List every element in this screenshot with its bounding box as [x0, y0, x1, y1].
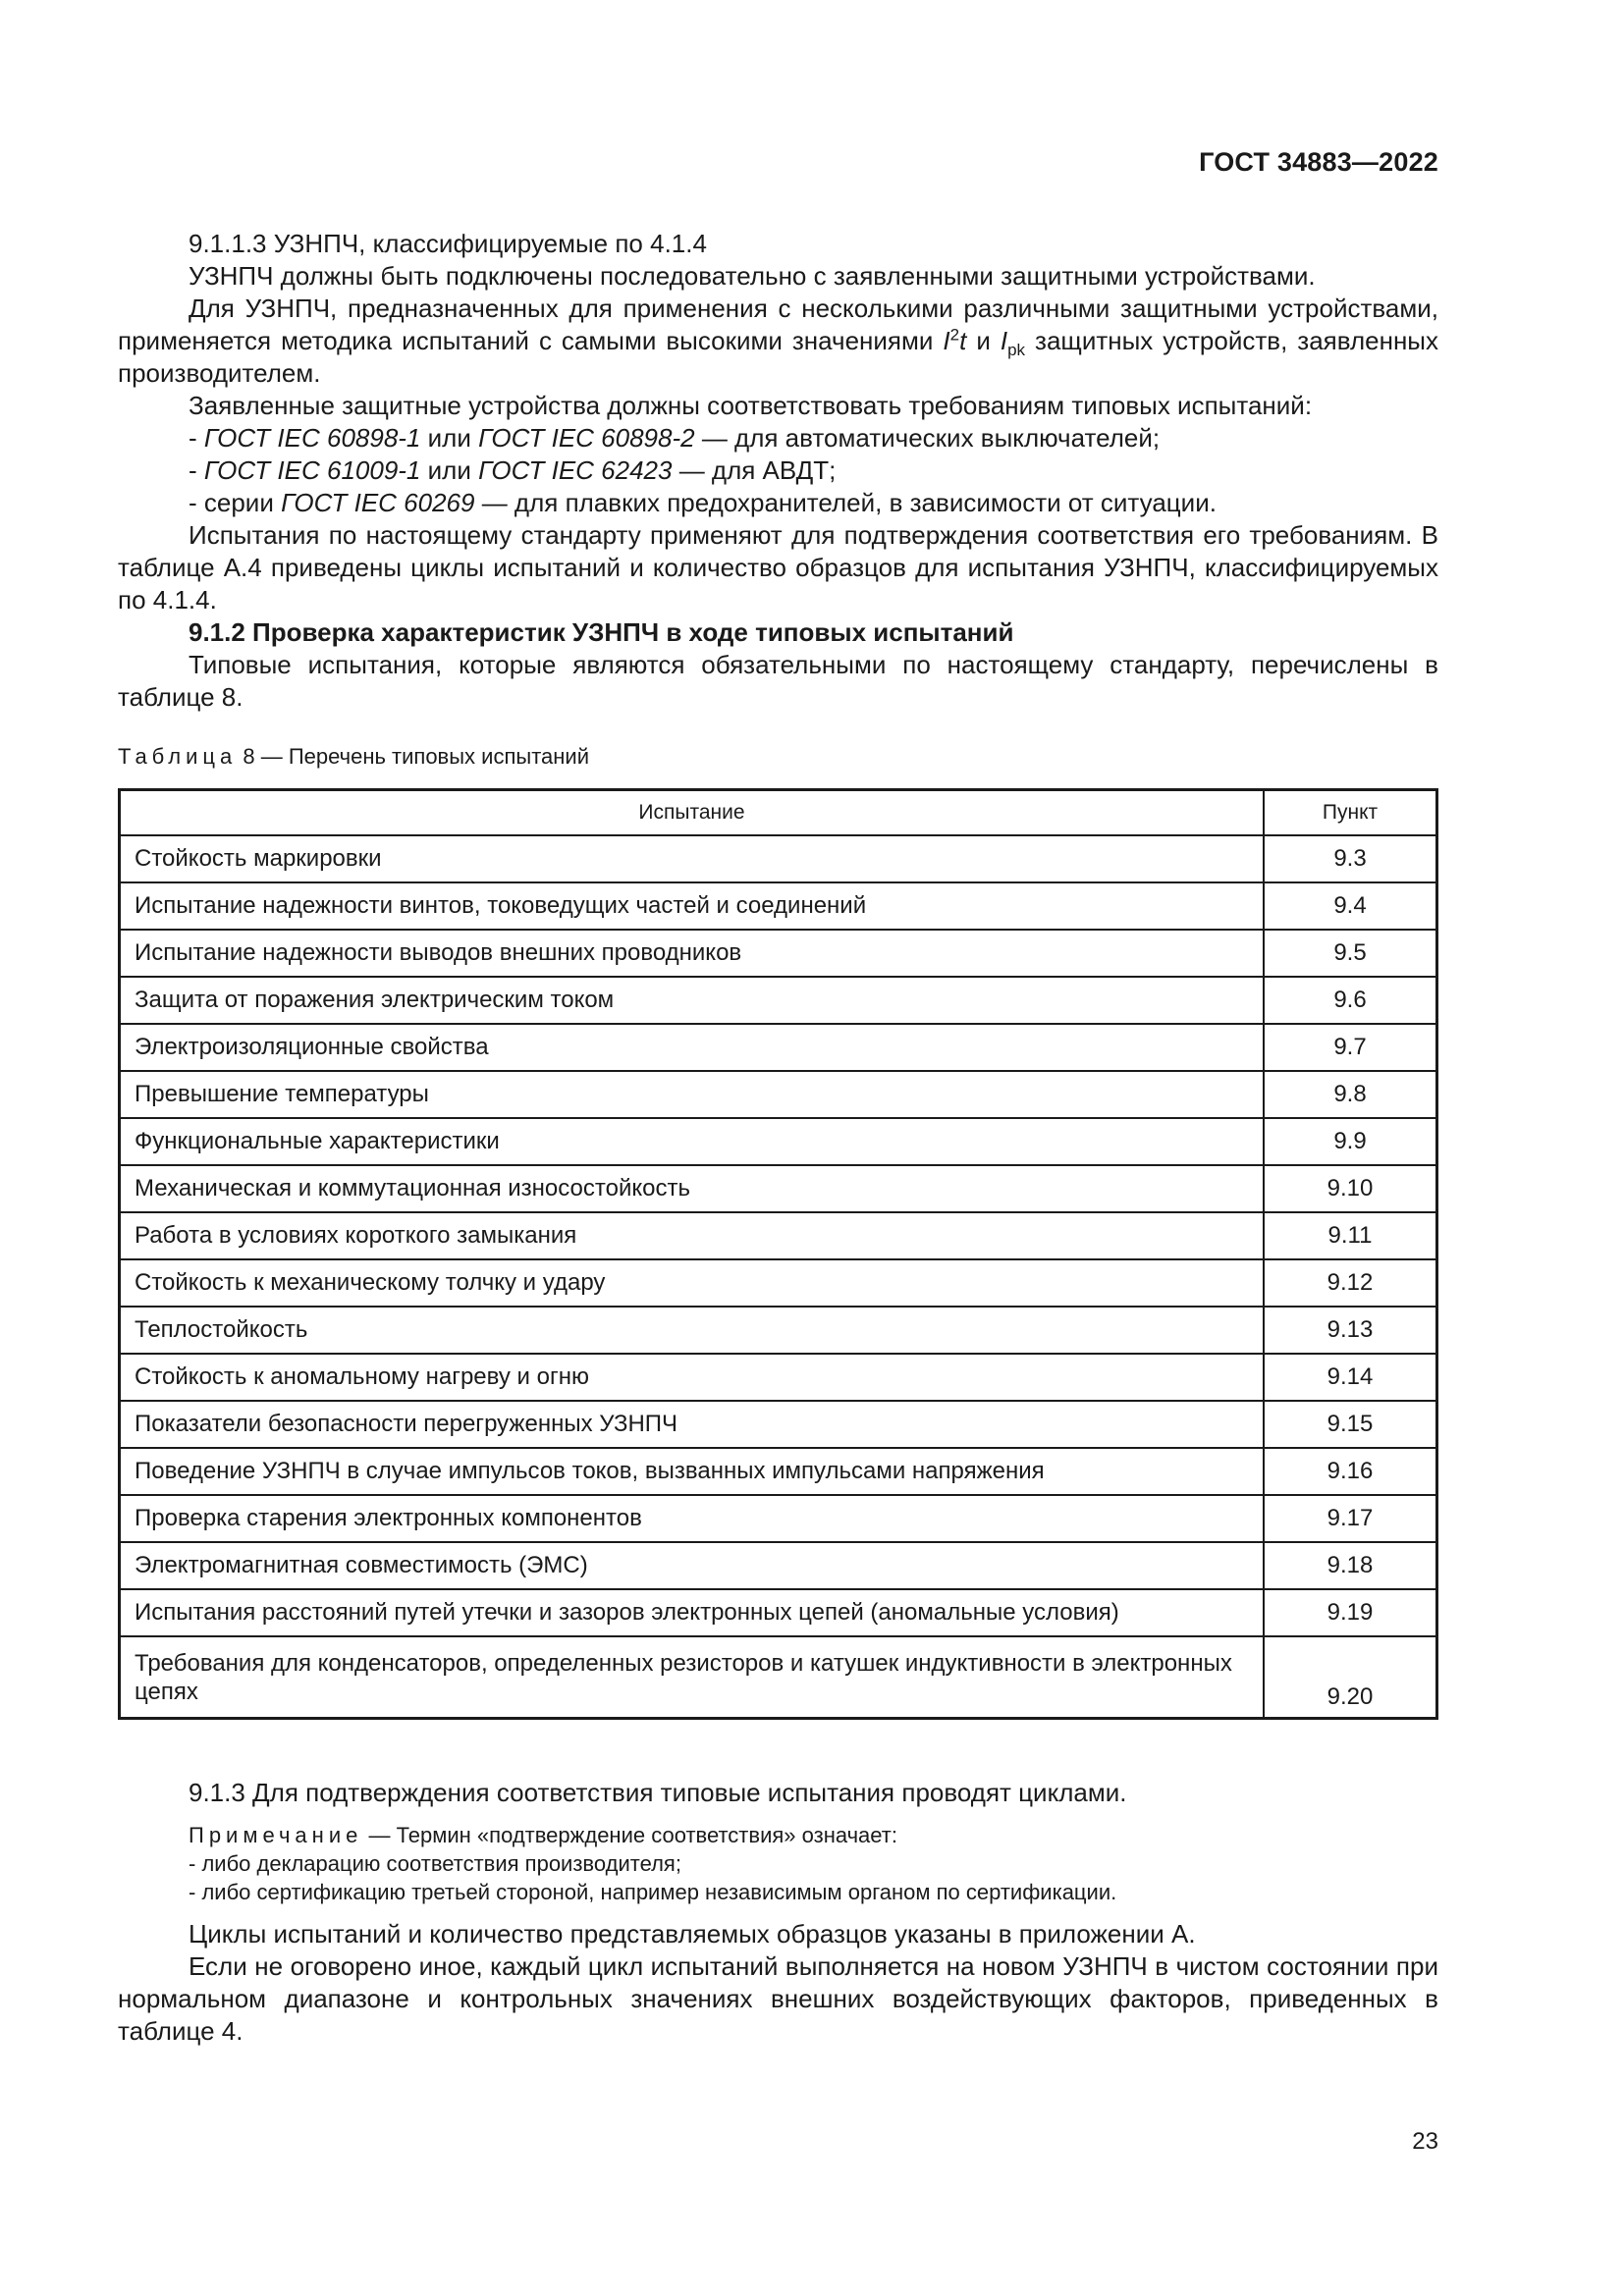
standard-ref: ГОСТ IEC 60898-2 [478, 423, 695, 453]
test-name-cell: Испытания расстояний путей утечки и зазоров электронных цепей (аномальные условия) [120, 1589, 1265, 1636]
column-header-test: Испытание [120, 790, 1265, 836]
test-name-cell: Стойкость маркировки [120, 835, 1265, 882]
test-name-cell: Испытание надежности винтов, токоведущих частей и соединений [120, 882, 1265, 930]
table-row [120, 977, 1437, 1024]
formula-t: t [959, 326, 967, 355]
test-name-cell: Электроизоляционные свойства [120, 1024, 1265, 1071]
standard-ref: ГОСТ IEC 62423 [478, 455, 673, 485]
list-item [118, 454, 1438, 487]
note-item: - либо сертификацию третьей стороной, например независимым органом по сертификации. [189, 1880, 1117, 1904]
formula-sub: pk [1007, 341, 1026, 360]
test-name-cell: Испытание надежности выводов внешних проводников [120, 930, 1265, 977]
list-dash: - [189, 423, 204, 453]
clause-cell: 9.7 [1264, 1024, 1437, 1071]
test-name-cell: Поведение УЗНПЧ в случае импульсов токов, вызванных импульсами напряжения [120, 1448, 1265, 1495]
text-run: Для УЗНПЧ, предназначенных для применения с несколькими различными защитными устройствами, применяется методика испытаний с самыми высокими значениями [118, 294, 1438, 355]
table-row [120, 1259, 1437, 1307]
clause-cell: 9.17 [1264, 1495, 1437, 1542]
clause-cell: 9.10 [1264, 1165, 1437, 1212]
table-row [120, 1307, 1437, 1354]
paragraph: УЗНПЧ должны быть подключены последовательно с заявленными защитными устройствами. [189, 261, 1316, 291]
formula-ipk: I [1000, 326, 1008, 355]
test-name-cell: Превышение температуры [120, 1071, 1265, 1118]
section-heading: 9.1.1.3 УЗНПЧ, классифицируемые по 4.1.4 [189, 229, 707, 258]
page-number: 23 [1412, 2128, 1438, 2155]
text-run: или [420, 455, 479, 485]
list-dash: - [189, 488, 204, 517]
clause-cell: 9.14 [1264, 1354, 1437, 1401]
clause-cell: 9.15 [1264, 1401, 1437, 1448]
clause-cell: 9.8 [1264, 1071, 1437, 1118]
standard-ref: ГОСТ IEC 60898-1 [203, 423, 421, 453]
test-name-cell: Показатели безопасности перегруженных УЗНПЧ [120, 1401, 1265, 1448]
table-header-row [120, 790, 1437, 836]
test-name-cell: Функциональные характеристики [120, 1118, 1265, 1165]
formula-sup: 2 [949, 325, 960, 345]
list-dash: - [189, 455, 204, 485]
table-row [120, 1401, 1437, 1448]
clause-cell: 9.13 [1264, 1307, 1437, 1354]
table-row [120, 930, 1437, 977]
text-run: и [966, 326, 1001, 355]
test-name-cell: Требования для конденсаторов, определенных резисторов и катушек индуктивности в электронных цепях [120, 1636, 1265, 1719]
table-row [120, 1024, 1437, 1071]
test-name-cell: Механическая и коммутационная износостойкость [120, 1165, 1265, 1212]
paragraph: Если не оговорено иное, каждый цикл испытаний выполняется на новом УЗНПЧ в чистом состоянии при нормальном диапазоне и контрольных значениях внешних воздействующих факторов, приведенных в таблице 4. [118, 1951, 1438, 2046]
note-text: — Термин «подтверждение соответствия» означает: [362, 1823, 897, 1847]
document-code: ГОСТ 34883—2022 [1199, 147, 1438, 177]
clause-cell: 9.12 [1264, 1259, 1437, 1307]
table-row [120, 1589, 1437, 1636]
clause-cell: 9.3 [1264, 835, 1437, 882]
table-row [120, 1212, 1437, 1259]
table-row [120, 1118, 1437, 1165]
text-run: серии [203, 488, 282, 517]
test-name-cell: Работа в условиях короткого замыкания [120, 1212, 1265, 1259]
clause-cell: 9.19 [1264, 1589, 1437, 1636]
test-name-cell: Стойкость к аномальному нагреву и огню [120, 1354, 1265, 1401]
clause-cell: 9.16 [1264, 1448, 1437, 1495]
section-9-1-3 [118, 1777, 1438, 2048]
type-tests-table [118, 788, 1438, 1720]
table-row [120, 882, 1437, 930]
clause-cell: 9.18 [1264, 1542, 1437, 1589]
table-row [120, 1542, 1437, 1589]
table-caption [118, 744, 589, 770]
text-run: или [420, 423, 479, 453]
note-label: Примечание [189, 1823, 363, 1847]
clause-cell: 9.9 [1264, 1118, 1437, 1165]
clause-cell: 9.4 [1264, 882, 1437, 930]
note [189, 1821, 1438, 1906]
text-run: — для АВДТ; [672, 455, 837, 485]
paragraph [118, 293, 1438, 390]
paragraph: Циклы испытаний и количество представляемых образцов указаны в приложении А. [189, 1919, 1196, 1949]
column-header-clause: Пункт [1264, 790, 1437, 836]
standard-ref: ГОСТ IEC 61009-1 [203, 455, 421, 485]
test-name-cell: Проверка старения электронных компонентов [120, 1495, 1265, 1542]
table-row [120, 1495, 1437, 1542]
table-row [120, 1071, 1437, 1118]
clause-cell: 9.6 [1264, 977, 1437, 1024]
text-run: — для плавких предохранителей, в зависимости от ситуации. [474, 488, 1217, 517]
section-9-1-1-3 [118, 228, 1438, 714]
table-row [120, 1354, 1437, 1401]
clause-cell: 9.20 [1264, 1636, 1437, 1719]
paragraph: Заявленные защитные устройства должны соответствовать требованиям типовых испытаний: [189, 391, 1313, 420]
test-name-cell: Защита от поражения электрическим током [120, 977, 1265, 1024]
clause-cell: 9.11 [1264, 1212, 1437, 1259]
table-row [120, 835, 1437, 882]
test-name-cell: Теплостойкость [120, 1307, 1265, 1354]
test-name-cell: Стойкость к механическому толчку и удару [120, 1259, 1265, 1307]
test-name-cell: Электромагнитная совместимость (ЭМС) [120, 1542, 1265, 1589]
table-row [120, 1448, 1437, 1495]
table-row [120, 1636, 1437, 1719]
clause-cell: 9.5 [1264, 930, 1437, 977]
note-item: - либо декларацию соответствия производителя; [189, 1851, 681, 1876]
text-run: — для автоматических выключателей; [694, 423, 1161, 453]
list-item [118, 422, 1438, 454]
caption-text: 8 — Перечень типовых испытаний [237, 744, 589, 769]
paragraph: Типовые испытания, которые являются обязательными по настоящему стандарту, перечислены в таблице 8. [118, 650, 1438, 712]
table-row [120, 1165, 1437, 1212]
formula-i: I [943, 326, 950, 355]
paragraph: Испытания по настоящему стандарту применяют для подтверждения соответствия его требованиям. В таблице А.4 приведены циклы испытаний и количество образцов для испытания УЗНПЧ, классифицируемых по 4.1.4. [118, 520, 1438, 614]
paragraph: 9.1.3 Для подтверждения соответствия типовые испытания проводят циклами. [189, 1778, 1127, 1807]
caption-label: Таблица [118, 744, 238, 769]
text-run: защитных устройств, заявленных производителем. [118, 326, 1438, 388]
standard-ref: ГОСТ IEC 60269 [281, 488, 475, 517]
list-item [118, 487, 1438, 519]
section-heading-9-1-2: 9.1.2 Проверка характеристик УЗНПЧ в ходе типовых испытаний [189, 617, 1014, 647]
